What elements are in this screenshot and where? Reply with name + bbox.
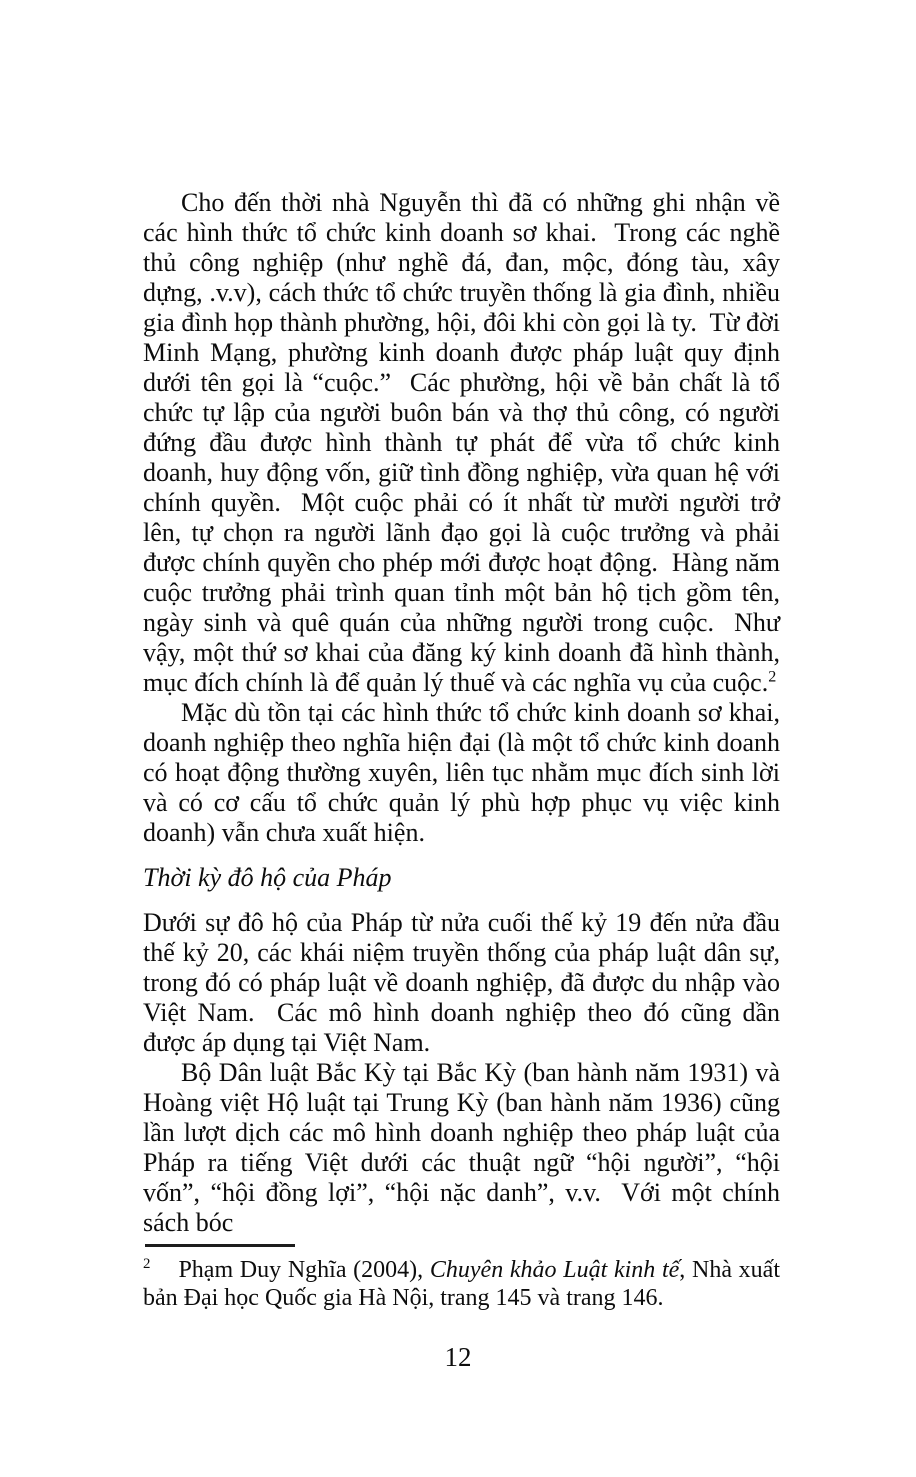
footnote-reference-2: 2 — [768, 668, 777, 686]
footnote-text-after-title: , Nhà xuất bản Đại học Quốc gia Hà Nội, trang 145 và trang 146. — [143, 1257, 786, 1311]
footnote-text-before-title: Phạm Duy Nghĩa (2004), — [178, 1257, 430, 1283]
section-heading-french-colonial-period: Thời kỳ đô hộ của Pháp — [143, 863, 392, 892]
paragraph-french-influence: Dưới sự đô hộ của Pháp từ nửa cuối thế kỷ 19 đến nửa đầu thế kỷ 20, các khái niệm truyền thống của pháp luật dân sự, trong đó có pháp luật về doanh nghiệp, đã được du nhập vào Việt Nam. Các mô hình doanh nghiệp theo đó cũng dần được áp dụng tại Việt Nam. — [143, 908, 787, 1057]
page-number: 12 — [444, 1342, 472, 1372]
footnote-2 — [143, 1256, 786, 1312]
paragraph-civil-codes: Bộ Dân luật Bắc Kỳ tại Bắc Kỳ (ban hành năm 1931) và Hoàng việt Hộ luật tại Trung Kỳ (ban hành năm 1936) cũng lần lượt dịch các mô hình doanh nghiệp theo pháp luật của Pháp ra tiếng Việt dưới các thuật ngữ “hội người”, “hội vốn”, “hội đồng lợi”, “hội nặc danh”, v.v. Với một chính sách bóc — [143, 1058, 787, 1237]
paragraph-nguyen-era-text: Cho đến thời nhà Nguyễn thì đã có những ghi nhận về các hình thức tổ chức kinh doanh sơ khai. Trong các nghề thủ công nghiệp (như nghề đá, đan, mộc, đóng tàu, xây dựng, .v.v), cách thức tổ chức truyền thống là gia đình, nhiều gia đình họp thành phường, hội, đôi khi còn gọi là ty. Từ đời Minh Mạng, phường kinh doanh được pháp luật quy định dưới tên gọi là “cuộc.” Các phường, hội về bản chất là tổ chức tự lập của người buôn bán và thợ thủ công, có người đứng đầu được hình thành tự phát để vừa tổ chức kinh doanh, huy động vốn, giữ tình đồng nghiệp, vừa quan hệ với chính quyền. Một cuộc phải có ít nhất từ mười người trở lên, tự chọn ra người lãnh đạo gọi là cuộc trưởng và phải được chính quyền cho phép mới được hoạt động. Hàng năm cuộc trưởng phải trình quan tỉnh một bản hộ tịch gồm tên, ngày sinh và quê quán của những người trong cuộc. Như vậy, một thứ sơ khai của đăng ký kinh doanh đã hình thành, mục đích chính là để quản lý thuế và các nghĩa vụ của cuộc. — [143, 188, 787, 697]
body-text-block — [143, 188, 787, 1238]
paragraph-nguyen-era — [143, 188, 787, 698]
footnote-book-title: Chuyên khảo Luật kinh tế — [429, 1257, 680, 1283]
footnote-marker: 2 — [143, 1256, 151, 1272]
footnote-area — [143, 1244, 786, 1312]
footnote-separator-rule — [145, 1244, 295, 1247]
paragraph-modern-enterprise: Mặc dù tồn tại các hình thức tổ chức kinh doanh sơ khai, doanh nghiệp theo nghĩa hiện đại (là một tổ chức kinh doanh có hoạt động thường xuyên, liên tục nhằm mục đích sinh lời và có cơ cấu tổ chức quản lý phù hợp phục vụ việc kinh doanh) vẫn chưa xuất hiện. — [143, 698, 787, 847]
